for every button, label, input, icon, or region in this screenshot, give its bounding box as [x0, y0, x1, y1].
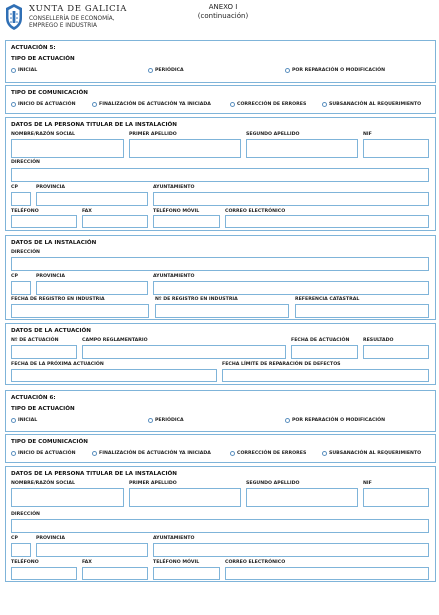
radio-reparacion[interactable]: POR REPARACIÓN O MODIFICACIÓN — [285, 68, 385, 73]
radio-circle-icon — [92, 451, 97, 456]
provincia-6-input[interactable] — [36, 543, 148, 557]
telefono-6-input[interactable] — [11, 567, 77, 580]
radio-circle-icon — [92, 102, 97, 107]
radio-circle-icon — [11, 102, 16, 107]
annex-heading — [180, 3, 266, 20]
nif-label: NIF — [363, 132, 372, 137]
ayuntamiento-input[interactable] — [153, 192, 429, 206]
movil-6-label: TELÉFONO MÓVIL — [153, 560, 200, 565]
direccion-6-input[interactable] — [11, 519, 429, 533]
limite-label: FECHA LÍMITE DE REPARACIÓN DE DEFECTOS — [222, 362, 341, 367]
radio-finalizacion-6[interactable]: FINALIZACIÓN DE ACTUACIÓN YA INICIADA — [92, 451, 211, 456]
correo-label: CORREO ELECTRÓNICO — [225, 209, 286, 214]
nombre-6-label: NOMBRE/RAZÓN SOCIAL — [11, 481, 76, 486]
telefono-input[interactable] — [11, 215, 77, 228]
num-actuacion-input[interactable] — [11, 345, 77, 359]
radio-circle-icon — [230, 102, 235, 107]
nif-input[interactable] — [363, 139, 429, 158]
resultado-input[interactable] — [363, 345, 429, 359]
radio-subsanacion[interactable]: SUBSANACIÓN AL REQUERIMIENTO — [322, 102, 421, 107]
fax-input[interactable] — [82, 215, 148, 228]
titular-6-title: DATOS DE LA PERSONA TITULAR DE LA INSTALACIÓN — [11, 471, 177, 477]
department-line-1: CONSELLERÍA DE ECONOMÍA, — [29, 16, 115, 22]
nif-6-input[interactable] — [363, 488, 429, 507]
radio-circle-icon — [285, 418, 290, 423]
actuacion-5-section — [5, 40, 436, 83]
tipo-actuacion-label: TIPO DE ACTUACIÓN — [11, 56, 75, 62]
fax-label: FAX — [82, 209, 92, 214]
correo-6-input[interactable] — [225, 567, 429, 580]
inst-provincia-input[interactable] — [36, 281, 148, 295]
segundo-apellido-input[interactable] — [246, 139, 358, 158]
radio-circle-icon — [11, 418, 16, 423]
correo-6-label: CORREO ELECTRÓNICO — [225, 560, 286, 565]
tipo-comunicacion-6-section — [5, 434, 436, 463]
radio-inicio-actuacion-6[interactable]: INICIO DE ACTUACIÓN — [11, 451, 76, 456]
correo-input[interactable] — [225, 215, 429, 228]
limite-input[interactable] — [222, 369, 429, 382]
cp-6-label: CP — [11, 536, 18, 541]
movil-input[interactable] — [153, 215, 220, 228]
titular-section — [5, 117, 436, 231]
datos-actuacion-title: DATOS DE LA ACTUACIÓN — [11, 328, 91, 334]
resultado-label: RESULTADO — [363, 338, 394, 343]
radio-circle-icon — [148, 68, 153, 73]
fecha-actuacion-input[interactable] — [291, 345, 358, 359]
ayuntamiento-label: AYUNTAMIENTO — [153, 185, 195, 190]
radio-circle-icon — [230, 451, 235, 456]
nif-6-label: NIF — [363, 481, 372, 486]
direccion-label: DIRECCIÓN — [11, 160, 40, 165]
direccion-6-label: DIRECCIÓN — [11, 512, 40, 517]
num-actuacion-label: Nº DE ACTUACIÓN — [11, 338, 59, 343]
radio-correccion[interactable]: CORRECCIÓN DE ERRORES — [230, 102, 306, 107]
fecha-actuacion-label: FECHA DE ACTUACIÓN — [291, 338, 350, 343]
department-line-2: EMPREGO E INDUSTRIA — [29, 23, 97, 29]
nombre-input[interactable] — [11, 139, 124, 158]
titular-6-section — [5, 466, 436, 582]
tipo-comunicacion-section — [5, 85, 436, 114]
actuacion-6-title: ACTUACIÓN 6: — [11, 395, 56, 401]
num-registro-input[interactable] — [155, 304, 289, 318]
cp-label: CP — [11, 185, 18, 190]
inst-cp-label: CP — [11, 274, 18, 279]
fax-6-label: FAX — [82, 560, 92, 565]
movil-label: TELÉFONO MÓVIL — [153, 209, 200, 214]
provincia-6-label: PROVINCIA — [36, 536, 66, 541]
fecha-registro-label: FECHA DE REGISTRO EN INDUSTRIA — [11, 297, 105, 302]
cp-input[interactable] — [11, 192, 31, 206]
ayuntamiento-6-label: AYUNTAMIENTO — [153, 536, 195, 541]
radio-circle-icon — [322, 451, 327, 456]
proxima-input[interactable] — [11, 369, 217, 382]
segundo-apellido-6-input[interactable] — [246, 488, 358, 507]
provincia-label: PROVINCIA — [36, 185, 66, 190]
radio-circle-icon — [11, 451, 16, 456]
annex-title: ANEXO I — [208, 3, 238, 11]
inst-direccion-input[interactable] — [11, 257, 429, 271]
radio-periodica-6[interactable]: PERIÓDICA — [148, 418, 184, 423]
primer-apellido-6-label: PRIMER APELLIDO — [129, 481, 177, 486]
proxima-label: FECHA DE LA PRÓXIMA ACTUACIÓN — [11, 362, 104, 367]
radio-finalizacion[interactable]: FINALIZACIÓN DE ACTUACIÓN YA INICIADA — [92, 102, 211, 107]
inst-ayuntamiento-label: AYUNTAMIENTO — [153, 274, 195, 279]
radio-reparacion-6[interactable]: POR REPARACIÓN O MODIFICACIÓN — [285, 418, 385, 423]
inst-ayuntamiento-input[interactable] — [153, 281, 429, 295]
primer-apellido-6-input[interactable] — [129, 488, 241, 507]
fecha-registro-input[interactable] — [11, 304, 149, 318]
direccion-input[interactable] — [11, 168, 429, 182]
catastral-input[interactable] — [295, 304, 429, 318]
campo-label: CAMPO REGLAMENTARIO — [82, 338, 148, 343]
primer-apellido-input[interactable] — [129, 139, 241, 158]
actuacion-6-section — [5, 390, 436, 432]
radio-inicial-6[interactable]: INICIAL — [11, 418, 37, 423]
radio-periodica[interactable]: PERIÓDICA — [148, 68, 184, 73]
primer-apellido-label: PRIMER APELLIDO — [129, 132, 177, 137]
radio-circle-icon — [322, 102, 327, 107]
radio-circle-icon — [285, 68, 290, 73]
telefono-6-label: TELÉFONO — [11, 560, 39, 565]
inst-direccion-label: DIRECCIÓN — [11, 250, 40, 255]
fax-6-input[interactable] — [82, 567, 148, 580]
radio-subsanacion-6[interactable]: SUBSANACIÓN AL REQUERIMIENTO — [322, 451, 421, 456]
cp-6-input[interactable] — [11, 543, 31, 557]
tipo-comunicacion-title: TIPO DE COMUNICACIÓN — [11, 90, 88, 96]
galicia-coat-of-arms-icon — [4, 3, 24, 31]
segundo-apellido-6-label: SEGUNDO APELLIDO — [246, 481, 300, 486]
provincia-input[interactable] — [36, 192, 148, 206]
titular-title: DATOS DE LA PERSONA TITULAR DE LA INSTALACIÓN — [11, 122, 177, 128]
tipo-actuacion-6-label: TIPO DE ACTUACIÓN — [11, 406, 75, 412]
radio-circle-icon — [11, 68, 16, 73]
inst-provincia-label: PROVINCIA — [36, 274, 66, 279]
instalacion-title: DATOS DE LA INSTALACIÓN — [11, 240, 97, 246]
inst-cp-input[interactable] — [11, 281, 31, 295]
radio-circle-icon — [148, 418, 153, 423]
segundo-apellido-label: SEGUNDO APELLIDO — [246, 132, 300, 137]
radio-inicio-actuacion[interactable]: INICIO DE ACTUACIÓN — [11, 102, 76, 107]
datos-actuacion-section — [5, 323, 436, 385]
annex-subtitle: (continuación) — [197, 11, 249, 20]
tipo-comunicacion-6-title: TIPO DE COMUNICACIÓN — [11, 439, 88, 445]
movil-6-input[interactable] — [153, 567, 220, 580]
catastral-label: REFERENCIA CATASTRAL — [295, 297, 360, 302]
radio-correccion-6[interactable]: CORRECCIÓN DE ERRORES — [230, 451, 306, 456]
nombre-label: NOMBRE/RAZÓN SOCIAL — [11, 132, 76, 137]
ayuntamiento-6-input[interactable] — [153, 543, 429, 557]
campo-input[interactable] — [82, 345, 286, 359]
telefono-label: TELÉFONO — [11, 209, 39, 214]
org-name: XUNTA DE GALICIA — [29, 4, 127, 14]
instalacion-section — [5, 235, 436, 320]
actuacion-5-title: ACTUACIÓN 5: — [11, 45, 56, 51]
radio-inicial[interactable]: INICIAL — [11, 68, 37, 73]
num-registro-label: Nº DE REGISTRO EN INDUSTRIA — [155, 297, 238, 302]
nombre-6-input[interactable] — [11, 488, 124, 507]
